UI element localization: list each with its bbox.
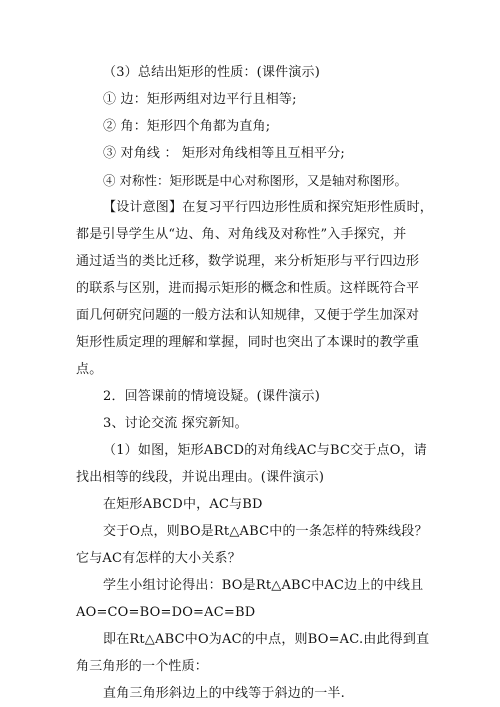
- text-line: 都是引导学生从“边、角、对角线及对称性”入手探究，并: [76, 227, 407, 242]
- design-intent-line: 【设计意图】在复习平行四边形性质和探究矩形性质时，: [103, 200, 434, 215]
- text-line: 找出相等的线段，并说出理由。(课件演示): [76, 470, 325, 485]
- text-line: 它与AC有怎样的大小关系？: [76, 551, 241, 566]
- text-line: 直角三角形斜边上的中线等于斜边的一半.: [103, 686, 345, 701]
- text-line: 角三角形的一个性质：: [76, 659, 209, 674]
- text-line: ② 角：矩形四个角都为直角;: [103, 119, 271, 134]
- text-line: 在矩形ABCD中，AC与BD: [103, 497, 263, 512]
- text-line: 的联系与区别，进而揭示矩形的概念和性质。这样既符合平: [76, 281, 420, 296]
- text-line: （1）如图，矩形ABCD的对角线AC与BC交于点O，请: [103, 443, 427, 458]
- text-line: 即在Rt△ABC中O为AC的中点，则BO=AC.由此得到直: [103, 632, 430, 647]
- text-line: 面几何研究问题的一般方法和认知规律，又便于学生加深对: [76, 308, 420, 323]
- section-heading: 2．回答课前的情境设疑。(课件演示): [103, 389, 321, 404]
- text-line: 交于O点，则BO是Rt△ABC中的一条怎样的特殊线段？: [103, 524, 428, 539]
- text-line: ③ 对角线 ： 矩形对角线相等且互相平分;: [103, 146, 345, 161]
- text-line: 通过适当的类比迁移，数学说理，来分析矩形与平行四边形: [76, 254, 420, 269]
- text-line: ④ 对称性：矩形既是中心对称图形，又是轴对称图形。: [103, 173, 407, 188]
- text-line: ① 边：矩形两组对边平行且相等;: [103, 92, 297, 107]
- text-line: （3）总结出矩形的性质：(课件演示): [103, 65, 321, 80]
- text-line: 点。: [76, 362, 103, 377]
- text-line: 矩形性质定理的理解和掌握，同时也突出了本课时的教学重: [76, 335, 420, 350]
- section-heading: 3、讨论交流 探究新知。: [103, 416, 248, 431]
- text-line: 学生小组讨论得出：BO是Rt△ABC中AC边上的中线且: [103, 578, 424, 593]
- equation-line: AO=CO=BO=DO=AC=BD: [76, 605, 256, 620]
